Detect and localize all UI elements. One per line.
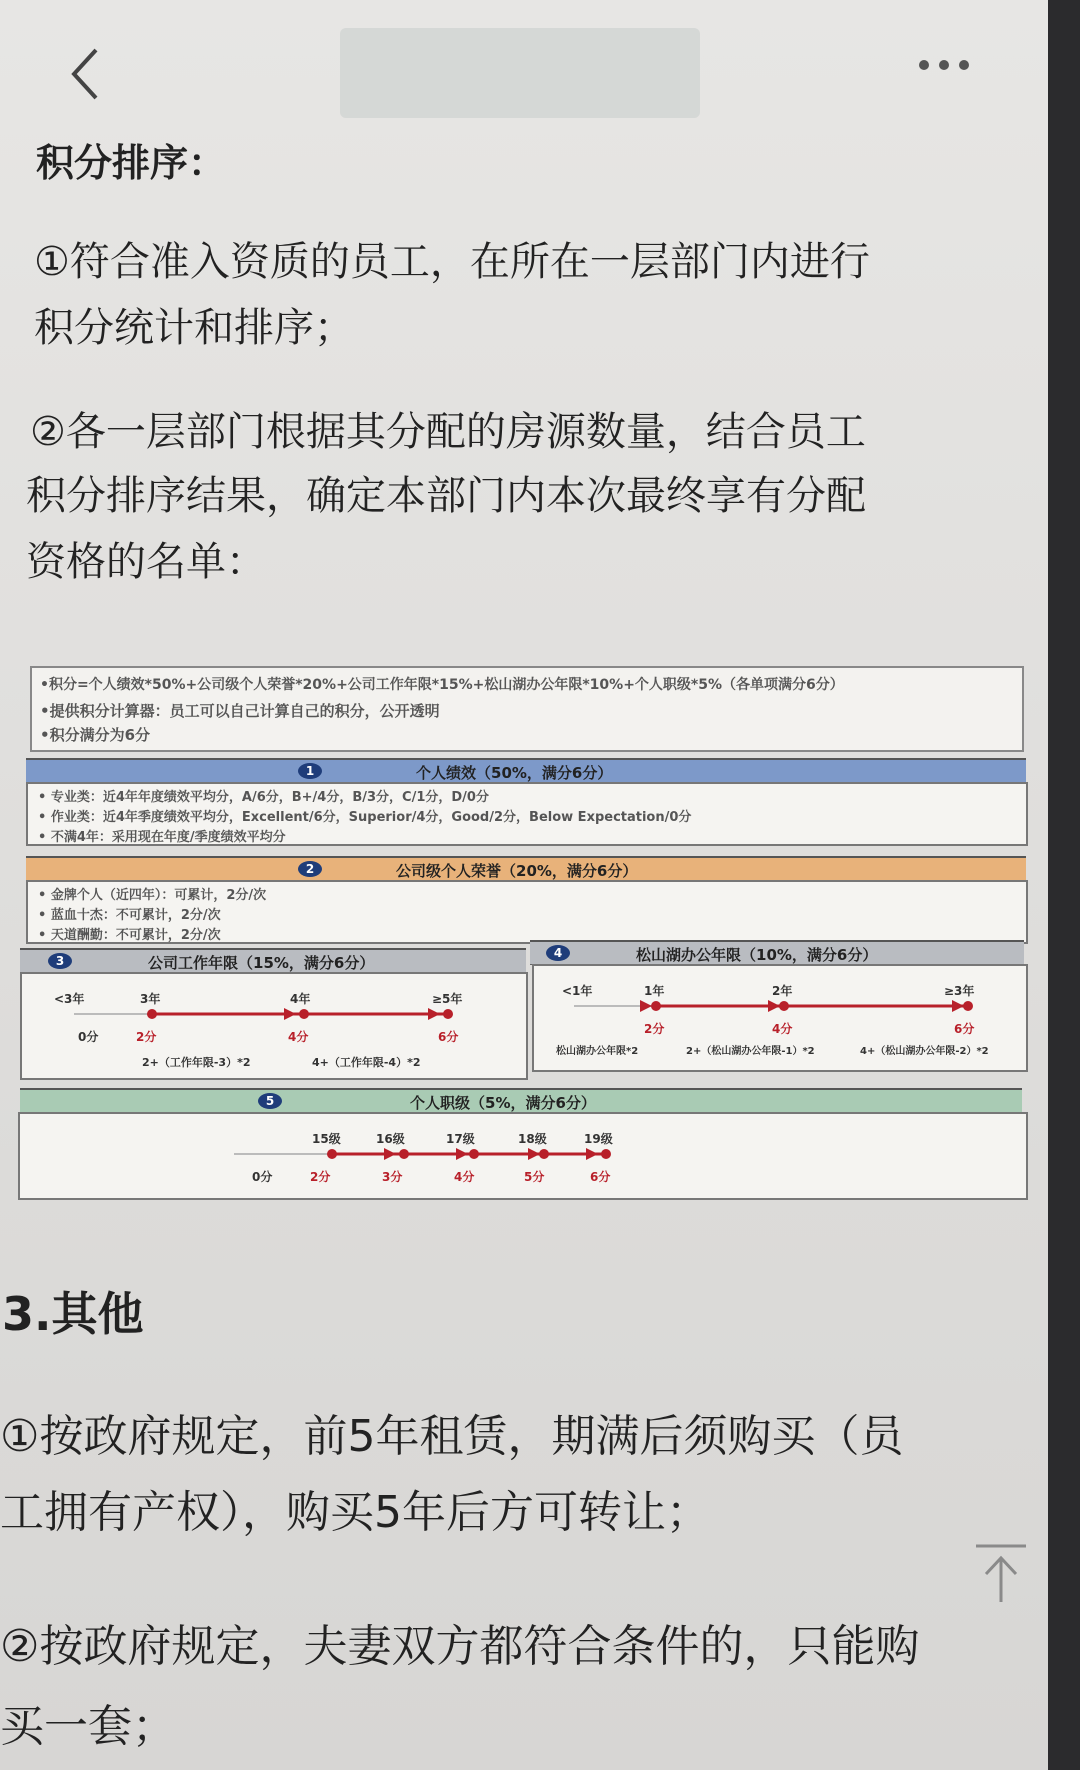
section-number-badge: 5 — [258, 1093, 282, 1109]
formula-line: •积分=个人绩效*50%+公司级个人荣誉*20%+公司工作年限*15%+松山湖办公年限*10%+个人职级*5%（各单项满分6分） — [40, 677, 844, 693]
tick-label: 19级 — [584, 1132, 613, 1146]
score-label: 2分 — [644, 1022, 665, 1036]
score-label: 4分 — [288, 1030, 309, 1044]
formula-label: 2+（工作年限-3）*2 — [142, 1056, 251, 1069]
points-formula-figure — [18, 658, 1026, 1210]
score-label: 4分 — [772, 1022, 793, 1036]
tick-label: <1年 — [562, 984, 593, 998]
tick-label: 15级 — [312, 1132, 341, 1146]
section-5-timeline — [20, 1114, 1026, 1198]
section-1-title: 个人绩效（50%，满分6分） — [416, 764, 613, 782]
paragraph-3-line-2: 工拥有产权），购买5年后方可转让； — [0, 1487, 710, 1538]
formula-label: 4+（工作年限-4）*2 — [312, 1056, 421, 1069]
tick-label: 3年 — [140, 992, 161, 1006]
paragraph-4-line-1: ②按政府规定，夫妻双方都符合条件的，只能购 — [0, 1621, 920, 1672]
formula-line: •积分满分为6分 — [40, 726, 151, 744]
section-3-body — [20, 972, 528, 1080]
criteria-line: • 作业类：近4年季度绩效平均分，Excellent/6分，Superior/4分，Good/2分，Below Expectation/0分 — [38, 810, 692, 825]
score-label: 6分 — [590, 1170, 611, 1184]
section-number-badge: 4 — [546, 945, 570, 961]
section-3-header — [20, 948, 526, 973]
section-1-header — [26, 758, 1026, 783]
section-3-heading: 3.其他 — [2, 1287, 144, 1341]
tick-label: 1年 — [644, 984, 665, 998]
formula-label: 松山湖办公年限*2 — [556, 1046, 639, 1057]
tick-label: 4年 — [290, 992, 311, 1006]
section-number-badge: 3 — [48, 953, 72, 969]
formula-line: •提供积分计算器：员工可以自己计算自己的积分，公开透明 — [40, 702, 440, 720]
section-title: 积分排序： — [36, 141, 227, 185]
tick-label: <3年 — [54, 992, 85, 1006]
formula-box — [30, 666, 1024, 752]
formula-label: 4+（松山湖办公年限-2）*2 — [860, 1046, 989, 1057]
scroll-to-top-button[interactable] — [968, 1540, 1034, 1610]
section-5-header — [20, 1088, 1022, 1113]
score-label: 5分 — [524, 1170, 545, 1184]
tick-label: 17级 — [446, 1132, 475, 1146]
paragraph-1-line-2: 积分统计和排序； — [34, 305, 354, 351]
section-2-header — [26, 856, 1026, 881]
section-2-title: 公司级个人荣誉（20%，满分6分） — [396, 862, 638, 880]
criteria-line: • 金牌个人（近四年）：可累计，2分/次 — [38, 888, 267, 903]
paragraph-2-line-1: ②各一层部门根据其分配的房源数量，结合员工 — [30, 409, 866, 455]
criteria-line: • 不满4年：采用现在年度/季度绩效平均分 — [38, 830, 286, 845]
score-label: 4分 — [454, 1170, 475, 1184]
arrow-up-icon — [968, 1540, 1034, 1610]
section-2-body — [26, 880, 1028, 944]
back-button[interactable] — [58, 38, 118, 108]
section-3-title: 公司工作年限（15%，满分6分） — [148, 954, 375, 972]
criteria-line: • 专业类：近4年年度绩效平均分，A/6分，B+/4分，B/3分，C/1分，D/0分 — [38, 790, 489, 805]
section-1-body — [26, 782, 1028, 846]
section-4-header — [530, 940, 1024, 965]
paragraph-2-line-2: 积分排序结果，确定本部门内本次最终享有分配 — [26, 473, 866, 519]
score-label: 3分 — [382, 1170, 403, 1184]
more-dots-icon — [912, 50, 976, 80]
more-button[interactable] — [912, 50, 976, 80]
score-label: 6分 — [954, 1022, 975, 1036]
section-number-badge: 1 — [298, 763, 322, 779]
chevron-left-icon — [58, 38, 118, 108]
section-4-body — [532, 964, 1028, 1072]
section-4-title: 松山湖办公年限（10%，满分6分） — [636, 946, 878, 964]
section-5-title: 个人职级（5%，满分6分） — [410, 1094, 596, 1112]
formula-label: 2+（松山湖办公年限-1）*2 — [686, 1046, 815, 1057]
score-label: 0分 — [252, 1170, 273, 1184]
tick-label: ≥3年 — [944, 984, 975, 998]
tick-label: ≥5年 — [432, 992, 463, 1006]
section-5-body — [18, 1112, 1028, 1200]
phone-bezel — [1048, 0, 1080, 1770]
tick-label: 2年 — [772, 984, 793, 998]
paragraph-3-line-1: ①按政府规定，前5年租赁，期满后须购买（员 — [0, 1411, 904, 1462]
paragraph-4-line-2: 买一套； — [0, 1701, 176, 1752]
paragraph-2-line-3: 资格的名单： — [26, 539, 266, 585]
score-label: 2分 — [136, 1030, 157, 1044]
tick-label: 18级 — [518, 1132, 547, 1146]
criteria-line: • 天道酬勤：不可累计，2分/次 — [38, 928, 221, 943]
blurred-title — [340, 28, 700, 118]
score-label: 2分 — [310, 1170, 331, 1184]
score-label: 6分 — [438, 1030, 459, 1044]
section-number-badge: 2 — [298, 861, 322, 877]
top-navigation-bar — [0, 0, 1048, 110]
paragraph-1-line-1: ①符合准入资质的员工，在所在一层部门内进行 — [34, 239, 870, 285]
tick-label: 16级 — [376, 1132, 405, 1146]
score-label: 0分 — [78, 1030, 99, 1044]
criteria-line: • 蓝血十杰：不可累计，2分/次 — [38, 908, 221, 923]
